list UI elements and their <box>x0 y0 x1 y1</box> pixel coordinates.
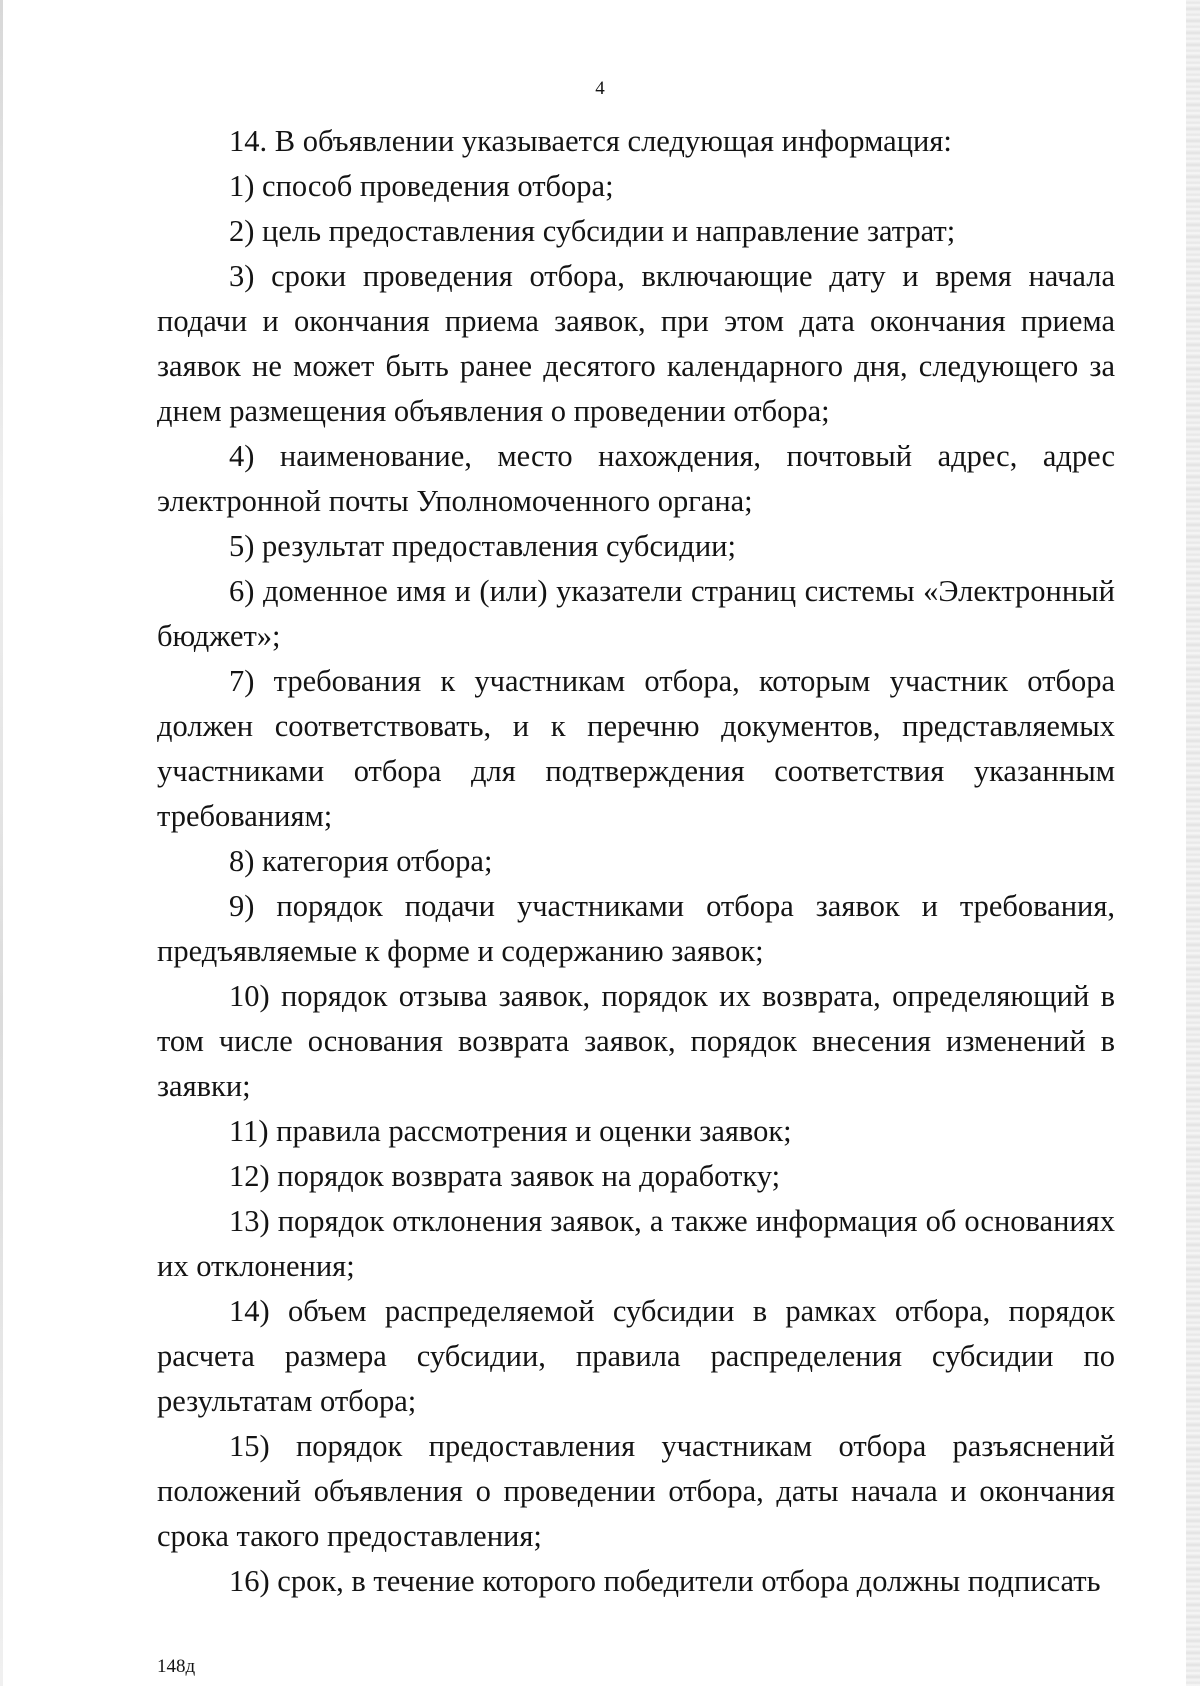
paragraph: 3) сроки проведения отбора, включающие дату и время начала подачи и окончания приема заявок, при этом дата окончания приема заявок не может быть ранее десятого календарного дня, следующего за днем размещения объявления о проведении отбора; <box>157 259 1115 428</box>
scan-edge-left <box>0 0 3 1686</box>
paragraph: 16) срок, в течение которого победители отбора должны подписать <box>229 1564 1101 1598</box>
paragraph: 8) категория отбора; <box>229 844 493 878</box>
paragraph: 9) порядок подачи участниками отбора заявок и требования, предъявляемые к форме и содержанию заявок; <box>157 889 1115 968</box>
paragraph: 7) требования к участникам отбора, которым участник отбора должен соответствовать, и к перечню документов, представляемых участниками отбора для подтверждения соответствия указанным требованиям; <box>157 664 1115 833</box>
paragraph: 2) цель предоставления субсидии и направление затрат; <box>229 214 956 248</box>
paragraph: 14) объем распределяемой субсидии в рамках отбора, порядок расчета размера субсидии, правила распределения субсидии по результатам отбора; <box>157 1294 1115 1418</box>
paragraph: 12) порядок возврата заявок на доработку; <box>229 1159 781 1193</box>
page-number: 4 <box>595 78 605 99</box>
paragraph: 15) порядок предоставления участникам отбора разъяснений положений объявления о проведении отбора, даты начала и окончания срока такого предоставления; <box>157 1429 1115 1553</box>
paragraph: 11) правила рассмотрения и оценки заявок; <box>229 1114 792 1148</box>
paragraph-heading: 14. В объявлении указывается следующая информация: <box>229 124 952 158</box>
paragraph: 10) порядок отзыва заявок, порядок их возврата, определяющий в том числе основания возврата заявок, порядок внесения изменений в заявки; <box>157 979 1115 1103</box>
paragraph: 1) способ проведения отбора; <box>229 169 614 203</box>
paragraph: 5) результат предоставления субсидии; <box>229 529 736 563</box>
paragraph: 6) доменное имя и (или) указатели страниц системы «Электронный бюджет»; <box>157 574 1115 653</box>
document-code: 148д <box>157 1656 196 1677</box>
body-text <box>157 119 1115 1604</box>
paragraph: 13) порядок отклонения заявок, а также информация об основаниях их отклонения; <box>157 1204 1115 1283</box>
scan-edge-right <box>1186 0 1200 1686</box>
paragraph: 4) наименование, место нахождения, почтовый адрес, адрес электронной почты Уполномоченного органа; <box>157 439 1115 518</box>
